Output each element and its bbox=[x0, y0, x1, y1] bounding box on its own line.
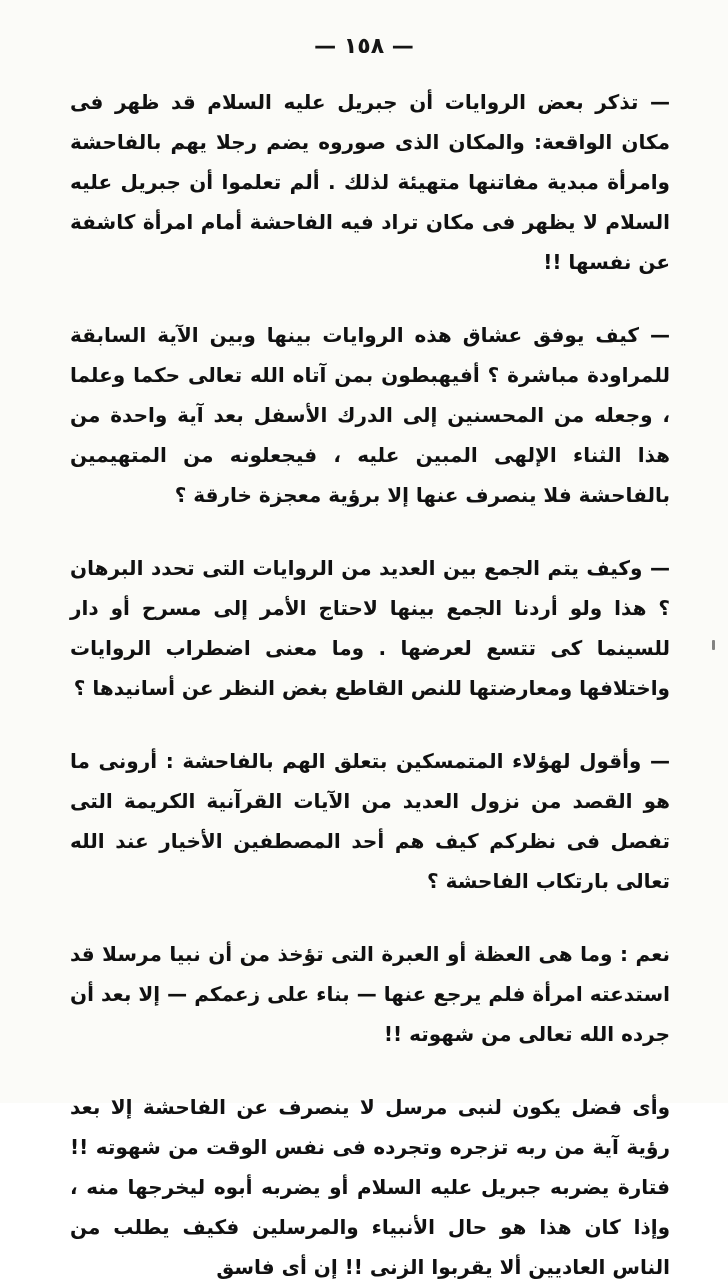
paragraph-burhan-narrations: — وكيف يتم الجمع بين العديد من الروايات التى تحدد البرهان ؟ هذا ولو أردنا الجمع بينها لاحتاج الأمر إلى مسرح أو دار للسينما كى تتسع لعرضها . وما معنى اضطراب الروايات واختلافها ومعارضتها للنص القاطع بغض النظر عن أسانيدها ؟ bbox=[70, 556, 670, 700]
page-number: — ١٥٨ — bbox=[314, 34, 414, 59]
paragraph-virtue-of-prophet: وأى فضل يكون لنبى مرسل لا ينصرف عن الفاحشة إلا بعد رؤية آية من ربه تزجره وتجرده فى نفس الوقت من شهوته !! فتارة يضربه جبريل عليه السلام أو يضربه أبوه ليخرجها منه ، وإذا كان هذا هو حال الأنبياء والمرسلين فكيف يطلب من الناس العاديين ألا يقربوا الزنى !! إن أى فاسق bbox=[70, 1095, 670, 1279]
paragraph-reconcile-verse: — كيف يوفق عشاق هذه الروايات بينها وبين الآية السابقة للمراودة مباشرة ؟ أفيهبطون بمن آتاه الله تعالى حكما وعلما ، وجعله من المحسنين إلى الدرك الأسفل بعد آية واحدة من هذا الثناء الإلهى المبين عليه ، فيجعلونه من المتهيمين بالفاحشة فلا ينصرف عنها إلا برؤية معجزة خارقة ؟ bbox=[70, 323, 670, 507]
paragraph-lesson-question: نعم : وما هى العظة أو العبرة التى تؤخذ من أن نبيا مرسلا قد استدعته امرأة فلم يرجع عنها — بناء على زعمكم — إلا بعد أن جرده الله تعالى من شهوته !! bbox=[70, 942, 670, 1046]
scan-speck bbox=[712, 640, 715, 650]
page-body bbox=[70, 82, 670, 1287]
paragraph-gabriel-appearance: — تذكر بعض الروايات أن جبريل عليه السلام قد ظهر فى مكان الواقعة: والمكان الذى صوروه يضم رجلا يهم بالفاحشة وامرأة مبدية مفاتنها متهيئة لذلك . ألم تعلموا أن جبريل عليه السلام لا يظهر فى مكان تراد فيه الفاحشة أمام امرأة كاشفة عن نفسها !! bbox=[70, 90, 670, 274]
paragraph-purpose-of-verses: — وأقول لهؤلاء المتمسكين بتعلق الهم بالفاحشة : أرونى ما هو القصد من نزول العديد من الآيات القرآنية الكريمة التى تفصل فى نظركم كيف هم أحد المصطفين الأخيار عند الله تعالى بارتكاب الفاحشة ؟ bbox=[70, 749, 670, 893]
